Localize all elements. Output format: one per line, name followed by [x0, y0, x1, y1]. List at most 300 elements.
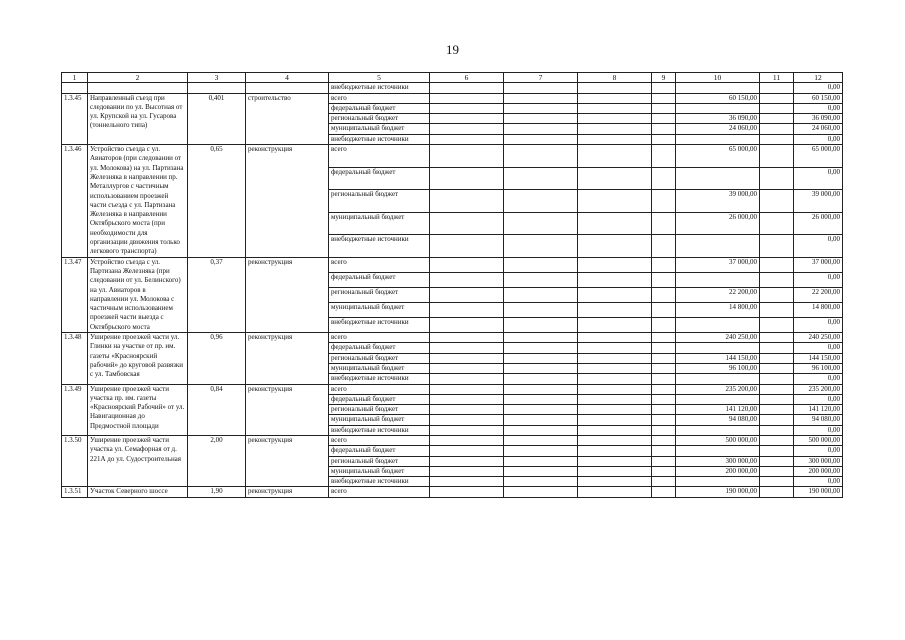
empty-cell — [760, 272, 794, 287]
empty-cell — [760, 103, 794, 113]
empty-cell — [504, 257, 578, 272]
object-name-cell: Направленный съезд при следовании по ул. Высотная от ул. Крупской на ул. Гусарова (тоннельного типа) — [88, 93, 188, 144]
work-type-cell: реконструкция — [246, 435, 329, 486]
empty-cell — [760, 477, 794, 487]
empty-cell — [504, 83, 578, 93]
empty-cell — [430, 425, 504, 435]
empty-cell — [504, 456, 578, 466]
empty-cell — [652, 384, 676, 394]
amount-cell — [676, 134, 760, 144]
empty-cell — [430, 343, 504, 353]
empty-cell — [676, 83, 760, 93]
amount-cell — [676, 343, 760, 353]
table-row — [62, 93, 843, 103]
amount-cell: 14 800,00 — [676, 302, 760, 317]
total-cell: 36 090,00 — [794, 114, 843, 124]
empty-cell — [504, 167, 578, 190]
funding-source-cell: всего — [329, 145, 430, 168]
empty-cell — [760, 415, 794, 425]
empty-cell — [504, 415, 578, 425]
empty-cell — [760, 124, 794, 134]
empty-cell — [504, 363, 578, 373]
amount-cell: 26 000,00 — [676, 212, 760, 235]
empty-cell — [760, 363, 794, 373]
empty-cell — [504, 134, 578, 144]
total-cell: 0,00 — [794, 477, 843, 487]
amount-cell — [676, 394, 760, 404]
empty-cell — [652, 487, 676, 497]
empty-cell — [430, 235, 504, 258]
empty-cell — [430, 405, 504, 415]
empty-cell — [760, 212, 794, 235]
empty-cell — [504, 93, 578, 103]
empty-cell — [652, 167, 676, 190]
object-name-cell: Устройство съезда с ул. Авиаторов (при следовании от ул. Молокова) на ул. Партизана Железняка в направлении пр. Металлургов с частичным использованием проезжей части съезда с ул. Партизана Железняка в направлении Октябрьского моста (при необходимости для организации движения только легкового транспорта) — [88, 145, 188, 258]
empty-cell — [652, 405, 676, 415]
empty-cell — [504, 394, 578, 404]
empty-cell — [430, 394, 504, 404]
amount-cell — [676, 374, 760, 384]
empty-cell — [652, 190, 676, 213]
empty-cell — [760, 83, 794, 93]
amount-cell: 240 250,00 — [676, 333, 760, 343]
empty-cell — [760, 145, 794, 168]
empty-cell — [652, 317, 676, 332]
empty-cell — [504, 317, 578, 332]
empty-cell — [652, 374, 676, 384]
empty-cell — [246, 83, 329, 93]
funding-source-cell: внебюджетные источники — [329, 374, 430, 384]
amount-cell — [676, 477, 760, 487]
length-km-cell: 0,84 — [188, 384, 246, 435]
empty-cell — [760, 333, 794, 343]
amount-cell: 500 000,00 — [676, 435, 760, 445]
empty-cell — [430, 134, 504, 144]
empty-cell — [430, 317, 504, 332]
empty-cell — [430, 446, 504, 456]
work-type-cell: реконструкция — [246, 145, 329, 258]
column-header: 11 — [760, 73, 794, 83]
empty-cell — [504, 487, 578, 497]
continuation-row — [62, 83, 843, 93]
column-header: 3 — [188, 73, 246, 83]
funding-source-cell: региональный бюджет — [329, 190, 430, 213]
empty-cell — [504, 446, 578, 456]
item-number-cell: 1.3.46 — [62, 145, 88, 258]
total-cell: 0,00 — [794, 134, 843, 144]
empty-cell — [578, 257, 652, 272]
funding-source-cell: региональный бюджет — [329, 405, 430, 415]
empty-cell — [578, 374, 652, 384]
empty-cell — [760, 384, 794, 394]
empty-cell — [652, 415, 676, 425]
empty-cell — [652, 124, 676, 134]
amount-cell: 141 120,00 — [676, 405, 760, 415]
total-cell: 94 080,00 — [794, 415, 843, 425]
funding-source-cell: региональный бюджет — [329, 353, 430, 363]
amount-cell: 200 000,00 — [676, 466, 760, 476]
empty-cell — [760, 487, 794, 497]
empty-cell — [760, 190, 794, 213]
total-cell: 22 200,00 — [794, 287, 843, 302]
empty-cell — [652, 425, 676, 435]
total-cell: 144 150,00 — [794, 353, 843, 363]
empty-cell — [578, 114, 652, 124]
empty-cell — [504, 435, 578, 445]
empty-cell — [578, 456, 652, 466]
total-cell: 0,00 — [794, 343, 843, 353]
total-cell: 240 250,00 — [794, 333, 843, 343]
amount-cell: 39 000,00 — [676, 190, 760, 213]
empty-cell — [578, 384, 652, 394]
empty-cell — [578, 394, 652, 404]
column-header: 9 — [652, 73, 676, 83]
empty-cell — [430, 93, 504, 103]
empty-cell — [578, 235, 652, 258]
amount-cell — [676, 425, 760, 435]
column-header: 1 — [62, 73, 88, 83]
total-cell: 0,00 — [794, 394, 843, 404]
funding-source-cell: региональный бюджет — [329, 114, 430, 124]
empty-cell — [504, 272, 578, 287]
empty-cell — [760, 425, 794, 435]
empty-cell — [578, 83, 652, 93]
empty-cell — [652, 394, 676, 404]
column-header: 5 — [329, 73, 430, 83]
empty-cell — [504, 343, 578, 353]
empty-cell — [578, 124, 652, 134]
total-cell: 96 100,00 — [794, 363, 843, 373]
funding-source-cell: всего — [329, 333, 430, 343]
empty-cell — [578, 134, 652, 144]
total-cell: 0,00 — [794, 446, 843, 456]
funding-source-cell: муниципальный бюджет — [329, 363, 430, 373]
total-cell: 0,00 — [794, 103, 843, 113]
empty-cell — [652, 145, 676, 168]
table-row — [62, 145, 843, 168]
empty-cell — [578, 435, 652, 445]
column-header: 12 — [794, 73, 843, 83]
empty-cell — [504, 145, 578, 168]
empty-cell — [430, 114, 504, 124]
empty-cell — [578, 272, 652, 287]
empty-cell — [504, 425, 578, 435]
empty-cell — [504, 114, 578, 124]
empty-cell — [652, 272, 676, 287]
column-header: 6 — [430, 73, 504, 83]
funding-source-cell: федеральный бюджет — [329, 394, 430, 404]
empty-cell — [430, 287, 504, 302]
funding-table — [61, 72, 843, 498]
funding-source-cell: муниципальный бюджет — [329, 124, 430, 134]
empty-cell — [652, 212, 676, 235]
empty-cell — [578, 333, 652, 343]
empty-cell — [760, 134, 794, 144]
amount-cell: 22 200,00 — [676, 287, 760, 302]
empty-cell — [578, 93, 652, 103]
empty-cell — [652, 446, 676, 456]
empty-cell — [430, 353, 504, 363]
empty-cell — [578, 302, 652, 317]
total-cell: 0,00 — [794, 83, 843, 93]
length-km-cell: 0,96 — [188, 333, 246, 384]
total-cell: 0,00 — [794, 272, 843, 287]
amount-cell: 300 000,00 — [676, 456, 760, 466]
empty-cell — [652, 353, 676, 363]
amount-cell — [676, 235, 760, 258]
empty-cell — [652, 456, 676, 466]
length-km-cell: 0,37 — [188, 257, 246, 332]
column-header: 8 — [578, 73, 652, 83]
empty-cell — [430, 456, 504, 466]
funding-source-cell: всего — [329, 487, 430, 497]
object-name-cell: Уширение проезжей части участка ул. Семафорная от д. 221А до ул. Судостроительная — [88, 435, 188, 486]
empty-cell — [430, 384, 504, 394]
empty-cell — [652, 235, 676, 258]
funding-source-cell: муниципальный бюджет — [329, 212, 430, 235]
funding-source-cell: федеральный бюджет — [329, 167, 430, 190]
amount-cell: 190 000,00 — [676, 487, 760, 497]
empty-cell — [578, 446, 652, 456]
empty-cell — [652, 466, 676, 476]
item-number-cell: 1.3.48 — [62, 333, 88, 384]
empty-cell — [430, 167, 504, 190]
empty-cell — [504, 235, 578, 258]
table-row — [62, 384, 843, 394]
empty-cell — [578, 167, 652, 190]
empty-cell — [88, 83, 188, 93]
funding-source-cell: федеральный бюджет — [329, 103, 430, 113]
funding-source-cell: всего — [329, 384, 430, 394]
empty-cell — [652, 114, 676, 124]
empty-cell — [760, 114, 794, 124]
item-number-cell: 1.3.47 — [62, 257, 88, 332]
empty-cell — [760, 257, 794, 272]
empty-cell — [504, 190, 578, 213]
column-header-row — [62, 73, 843, 83]
empty-cell — [578, 103, 652, 113]
empty-cell — [504, 353, 578, 363]
column-header: 4 — [246, 73, 329, 83]
amount-cell: 65 000,00 — [676, 145, 760, 168]
length-km-cell: 2,00 — [188, 435, 246, 486]
funding-source-cell: всего — [329, 93, 430, 103]
empty-cell — [430, 487, 504, 497]
page-number: 19 — [446, 42, 459, 57]
empty-cell — [504, 466, 578, 476]
empty-cell — [504, 212, 578, 235]
funding-source-cell: муниципальный бюджет — [329, 415, 430, 425]
object-name-cell: Уширение проезжей части ул. Глинки на участке от пр. им. газеты «Красноярский рабочий» до круговой развязки с ул. Тамбовская — [88, 333, 188, 384]
empty-cell — [188, 83, 246, 93]
empty-cell — [652, 363, 676, 373]
empty-cell — [652, 257, 676, 272]
item-number-cell: 1.3.50 — [62, 435, 88, 486]
empty-cell — [430, 124, 504, 134]
empty-cell — [430, 374, 504, 384]
empty-cell — [578, 212, 652, 235]
funding-source-cell: муниципальный бюджет — [329, 466, 430, 476]
funding-source-cell: всего — [329, 257, 430, 272]
empty-cell — [504, 287, 578, 302]
amount-cell: 36 090,00 — [676, 114, 760, 124]
total-cell: 14 800,00 — [794, 302, 843, 317]
column-header: 10 — [676, 73, 760, 83]
length-km-cell: 0,65 — [188, 145, 246, 258]
funding-source-cell: всего — [329, 435, 430, 445]
empty-cell — [62, 83, 88, 93]
total-cell: 0,00 — [794, 235, 843, 258]
length-km-cell: 1,90 — [188, 487, 246, 497]
empty-cell — [652, 134, 676, 144]
empty-cell — [430, 466, 504, 476]
empty-cell — [430, 302, 504, 317]
total-cell: 26 000,00 — [794, 212, 843, 235]
empty-cell — [652, 83, 676, 93]
empty-cell — [430, 257, 504, 272]
empty-cell — [652, 302, 676, 317]
table-row — [62, 435, 843, 445]
empty-cell — [652, 343, 676, 353]
funding-source-cell: внебюджетные источники — [329, 477, 430, 487]
empty-cell — [652, 103, 676, 113]
work-type-cell: реконструкция — [246, 257, 329, 332]
column-header: 2 — [88, 73, 188, 83]
empty-cell — [760, 405, 794, 415]
amount-cell: 235 200,00 — [676, 384, 760, 394]
work-type-cell: реконструкция — [246, 384, 329, 435]
column-header: 7 — [504, 73, 578, 83]
total-cell: 37 000,00 — [794, 257, 843, 272]
amount-cell: 37 000,00 — [676, 257, 760, 272]
total-cell: 65 000,00 — [794, 145, 843, 168]
empty-cell — [578, 363, 652, 373]
empty-cell — [578, 353, 652, 363]
empty-cell — [430, 190, 504, 213]
empty-cell — [578, 343, 652, 353]
object-name-cell: Уширение проезжей части участка пр. им. газеты «Красноярский Рабочий» от ул. Навигационная до Предмостной площади — [88, 384, 188, 435]
amount-cell — [676, 317, 760, 332]
total-cell: 141 120,00 — [794, 405, 843, 415]
funding-source-cell: внебюджетные источники — [329, 134, 430, 144]
empty-cell — [760, 435, 794, 445]
empty-cell — [504, 333, 578, 343]
empty-cell — [578, 477, 652, 487]
empty-cell — [652, 435, 676, 445]
funding-source-cell: муниципальный бюджет — [329, 302, 430, 317]
empty-cell — [652, 333, 676, 343]
empty-cell — [578, 145, 652, 168]
funding-source-cell: федеральный бюджет — [329, 272, 430, 287]
empty-cell — [504, 103, 578, 113]
table-row — [62, 333, 843, 343]
empty-cell — [504, 477, 578, 487]
empty-cell — [504, 124, 578, 134]
funding-source-cell: внебюджетные источники — [329, 83, 430, 93]
empty-cell — [578, 317, 652, 332]
funding-source-cell: региональный бюджет — [329, 287, 430, 302]
length-km-cell: 0,401 — [188, 93, 246, 144]
empty-cell — [760, 287, 794, 302]
total-cell: 0,00 — [794, 374, 843, 384]
empty-cell — [760, 343, 794, 353]
total-cell: 60 150,00 — [794, 93, 843, 103]
work-type-cell: строительство — [246, 93, 329, 144]
empty-cell — [760, 93, 794, 103]
work-type-cell: реконструкция — [246, 333, 329, 384]
funding-source-cell: внебюджетные источники — [329, 425, 430, 435]
total-cell: 300 000,00 — [794, 456, 843, 466]
amount-cell: 60 150,00 — [676, 93, 760, 103]
total-cell: 500 000,00 — [794, 435, 843, 445]
empty-cell — [430, 272, 504, 287]
empty-cell — [504, 374, 578, 384]
empty-cell — [652, 477, 676, 487]
empty-cell — [760, 466, 794, 476]
object-name-cell: Участок Северного шоссе — [88, 487, 188, 497]
table-row — [62, 487, 843, 497]
total-cell: 190 000,00 — [794, 487, 843, 497]
empty-cell — [760, 235, 794, 258]
amount-cell: 94 080,00 — [676, 415, 760, 425]
empty-cell — [430, 145, 504, 168]
total-cell: 235 200,00 — [794, 384, 843, 394]
empty-cell — [760, 456, 794, 466]
empty-cell — [760, 374, 794, 384]
total-cell: 39 000,00 — [794, 190, 843, 213]
empty-cell — [760, 446, 794, 456]
funding-source-cell: федеральный бюджет — [329, 446, 430, 456]
empty-cell — [652, 93, 676, 103]
empty-cell — [504, 302, 578, 317]
empty-cell — [760, 394, 794, 404]
total-cell: 0,00 — [794, 425, 843, 435]
empty-cell — [760, 302, 794, 317]
empty-cell — [430, 477, 504, 487]
table-row — [62, 257, 843, 272]
total-cell: 0,00 — [794, 167, 843, 190]
empty-cell — [504, 405, 578, 415]
empty-cell — [578, 487, 652, 497]
empty-cell — [504, 384, 578, 394]
empty-cell — [578, 287, 652, 302]
empty-cell — [578, 466, 652, 476]
empty-cell — [430, 363, 504, 373]
empty-cell — [578, 425, 652, 435]
empty-cell — [430, 333, 504, 343]
empty-cell — [430, 415, 504, 425]
empty-cell — [430, 212, 504, 235]
work-type-cell: реконструкция — [246, 487, 329, 497]
amount-cell — [676, 446, 760, 456]
funding-source-cell: внебюджетные источники — [329, 317, 430, 332]
amount-cell: 24 060,00 — [676, 124, 760, 134]
funding-source-cell: внебюджетные источники — [329, 235, 430, 258]
total-cell: 200 000,00 — [794, 466, 843, 476]
object-name-cell: Устройство съезда с ул. Партизана Железняка (при следовании от ул. Белинского) на ул. Авиаторов в направлении ул. Молокова с частичным использованием проезжей части выезда с Октябрьского моста — [88, 257, 188, 332]
amount-cell: 144 150,00 — [676, 353, 760, 363]
empty-cell — [430, 435, 504, 445]
funding-source-cell: федеральный бюджет — [329, 343, 430, 353]
amount-cell — [676, 167, 760, 190]
empty-cell — [578, 405, 652, 415]
amount-cell — [676, 103, 760, 113]
item-number-cell: 1.3.49 — [62, 384, 88, 435]
empty-cell — [578, 190, 652, 213]
empty-cell — [760, 353, 794, 363]
empty-cell — [430, 83, 504, 93]
funding-source-cell: региональный бюджет — [329, 456, 430, 466]
